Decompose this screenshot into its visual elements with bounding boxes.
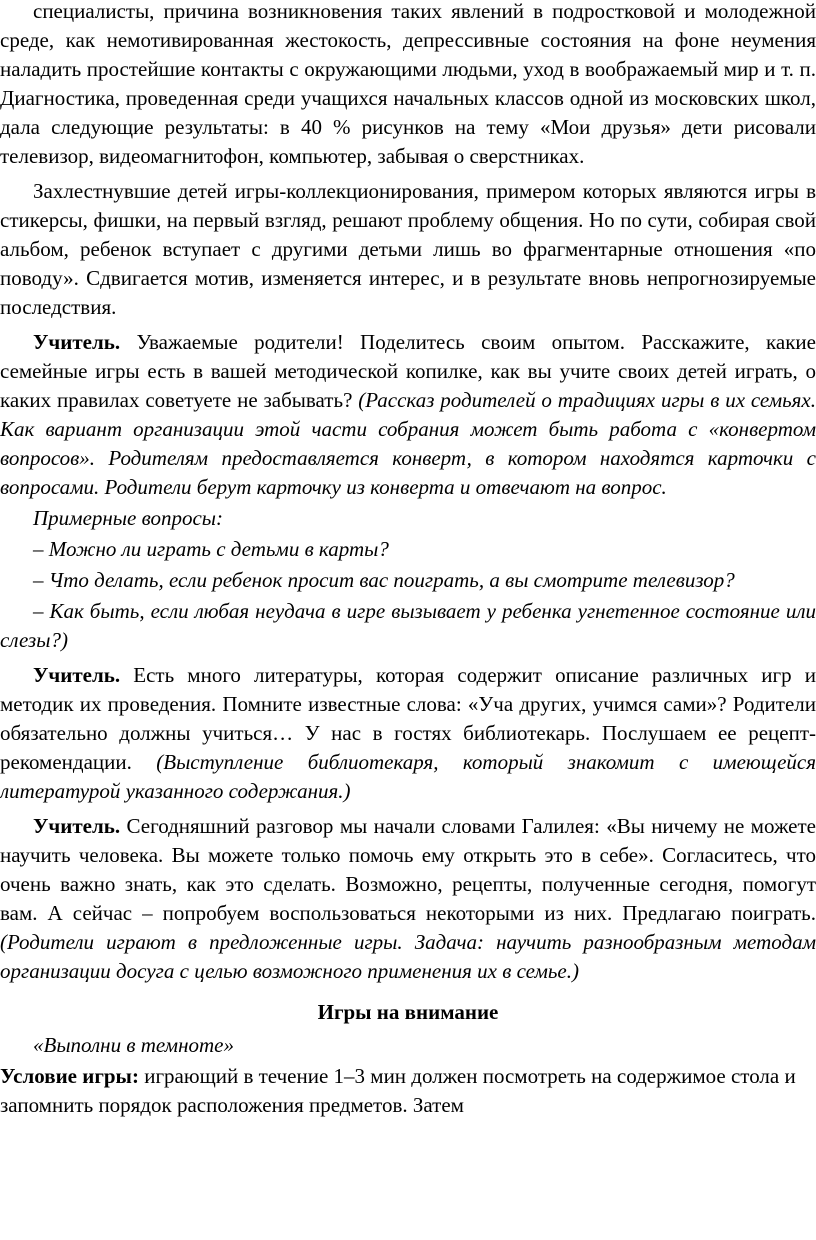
- teacher-speech: Сегодняшний разговор мы начали словами Галилея: «Вы ничему не можете научить человека. Вы можете только помочь ему открыть это в себе». Согласитесь, что очень важно знать, как это сделать. Возможно, рецепты, полученные сегодня, помогут вам. А сейчас – попробуем воспользоваться некоторыми из них. Предлагаю поиграть.: [0, 814, 816, 925]
- speaker-label: Учитель.: [33, 330, 121, 354]
- condition-text: играющий в течение 1–3 мин должен посмотреть на содержимое стола и запомнить порядок расположения предметов. Затем: [0, 1064, 796, 1117]
- paragraph-teacher-1: [0, 328, 816, 502]
- questions-intro: Примерные вопросы:: [33, 506, 223, 530]
- teacher-speech: Есть много литературы, которая содержит описание различных игр и методик их проведения. Помните известные слова: «Уча других, учимся сами»? Родители обязательно должны учиться… У нас в гостях библиотекарь. Послушаем ее рецепт-рекомендации.: [0, 663, 816, 774]
- speaker-label: Учитель.: [33, 814, 121, 838]
- paragraph-collecting-games: Захлестнувшие детей игры-коллекционирования, примером которых являются игры в стикерсы, фишки, на первый взгляд, решают проблему общения. Но по сути, собирая свой альбом, ребенок вступает с другими детьми лишь во фрагментарные отношения «по поводу». Сдвигается мотив, изменяется интерес, и в результате вновь непрогнозируемые последствия.: [0, 179, 816, 319]
- stage-note: (Родители играют в предложенные игры. Задача: научить разнообразным методам организации досуга с целью возможного применения их в семье.): [0, 930, 816, 983]
- stage-note: (Выступление библиотекаря, который знакомит с имеющейся литературой указанного содержания.): [0, 750, 816, 803]
- question-item: – Что делать, если ребенок просит вас поиграть, а вы смотрите телевизор?: [33, 568, 735, 592]
- speaker-label: Учитель.: [33, 663, 121, 687]
- question-item: – Можно ли играть с детьми в карты?: [33, 537, 389, 561]
- section-heading: Игры на внимание: [317, 1000, 499, 1024]
- condition-label: Условие игры:: [0, 1064, 139, 1088]
- teacher-speech: Уважаемые родители! Поделитесь своим опытом. Расскажите, какие семейные игры есть в вашей методической копилке, как вы учите своих детей играть, о каких правилах советуете не забывать?: [0, 330, 816, 412]
- question-item: – Как быть, если любая неудача в игре вызывает у ребенка угнетенное состояние или слезы?): [0, 599, 816, 652]
- paragraph-teacher-2: [0, 661, 816, 806]
- paragraph-diagnostics: специалисты, причина возникновения таких явлений в подростковой и молодежной среде, как немотивированная жестокость, депрессивные состояния на фоне неумения наладить простейшие контакты с окружающими людьми, уход в воображаемый мир и т. п. Диагностика, проведенная среди учащихся начальных классов одной из московских школ, дала следующие результаты: в 40 % рисунков на тему «Мои друзья» дети рисовали телевизор, видеомагнитофон, компьютер, забывая о сверстниках.: [0, 0, 816, 168]
- game-condition: [0, 1062, 816, 1120]
- paragraph-teacher-3: [0, 812, 816, 986]
- stage-note: (Рассказ родителей о традициях игры в их семьях. Как вариант организации этой части собрания может быть работа с «конвертом вопросов». Родителям предоставляется конверт, в котором находятся карточки с вопросами. Родители берут карточку из конверта и отвечают на вопрос.: [0, 388, 816, 499]
- game-title: «Выполни в темноте»: [33, 1033, 234, 1057]
